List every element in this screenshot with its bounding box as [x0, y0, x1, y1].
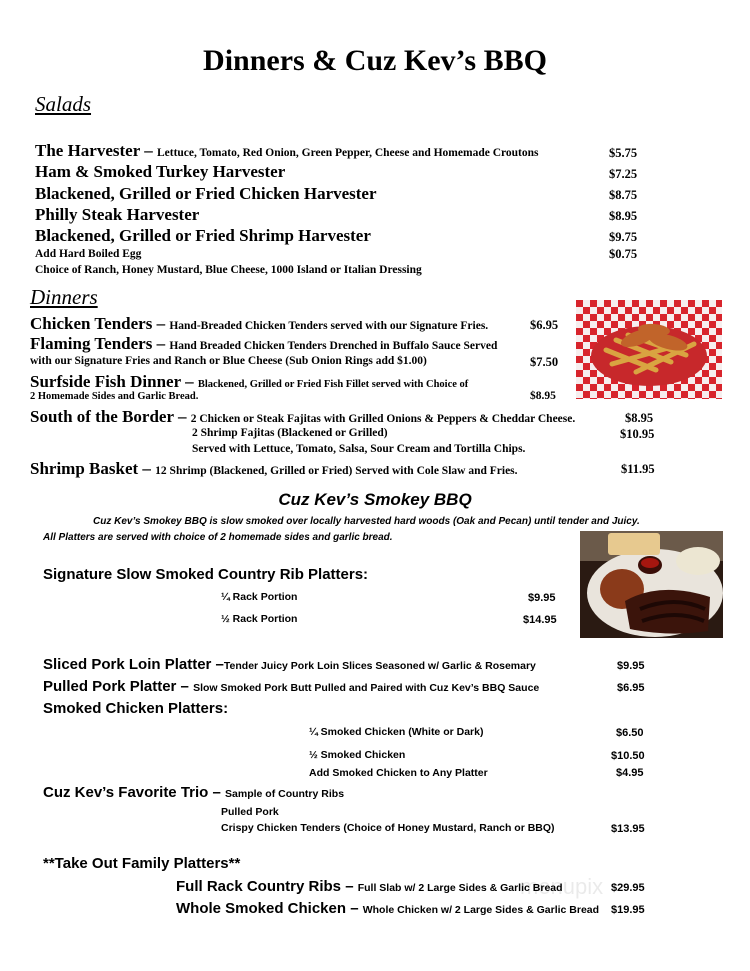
- salad-item-chicken: Blackened, Grilled or Fried Chicken Harvester: [35, 184, 377, 203]
- bbq-item-pork-loin: [43, 656, 536, 674]
- item-desc: Lettuce, Tomato, Red Onion, Green Pepper, Cheese and Homemade Croutons: [156, 147, 539, 159]
- price: $9.95: [617, 660, 645, 672]
- trio-line-pulled-pork: Pulled Pork: [221, 806, 279, 818]
- bbq-heading: Cuz Kev’s Smokey BBQ: [278, 490, 472, 509]
- family-item-whole-chicken: [176, 900, 599, 918]
- menu-title: Dinners & Cuz Kev’s BBQ: [203, 44, 547, 77]
- chicken-half-label: ½ Smoked Chicken: [309, 749, 406, 761]
- item-name: Whole Smoked Chicken: [176, 900, 347, 917]
- item-desc: Hand-Breaded Chicken Tenders served with our Signature Fries.: [169, 320, 489, 332]
- salad-dressing-choice: Choice of Ranch, Honey Mustard, Blue Cheese, 1000 Island or Italian Dressing: [35, 264, 422, 276]
- item-desc: Blackened, Grilled or Fried Fish Fillet served with Choice of: [197, 379, 469, 390]
- price: $6.95: [530, 318, 559, 332]
- item-name: Full Rack Country Ribs: [176, 878, 342, 895]
- item-name: Flaming Tenders: [30, 334, 153, 353]
- salad-item-harvester: [35, 141, 539, 161]
- item-name: Shrimp Basket: [30, 459, 139, 478]
- chicken-tenders-photo-image: [576, 300, 722, 399]
- item-desc: Hand Breaded Chicken Tenders Drenched in Buffalo Sauce Served: [169, 340, 498, 352]
- price: $10.95: [620, 427, 655, 441]
- chicken-addon-label: Add Smoked Chicken to Any Platter: [309, 767, 488, 779]
- price: $7.25: [609, 167, 638, 181]
- price: $6.95: [617, 682, 645, 694]
- dinner-item-chicken-tenders: [30, 314, 488, 334]
- salad-item-philly: Philly Steak Harvester: [35, 205, 200, 224]
- price: $6.50: [616, 727, 644, 739]
- price: $8.95: [530, 390, 556, 402]
- price: $8.95: [609, 209, 638, 223]
- chicken-tenders-photo: [576, 300, 722, 399]
- item-desc-line2: 2 Shrimp Fajitas (Blackened or Grilled): [192, 427, 388, 439]
- price: $13.95: [611, 823, 645, 835]
- item-desc-line2: with our Signature Fries and Ranch or Blue Cheese (Sub Onion Rings add $1.00): [30, 355, 427, 367]
- bbq-ribs-photo-image: [580, 531, 723, 638]
- item-dash: –: [176, 678, 194, 695]
- family-item-full-rack: [176, 878, 563, 896]
- price: $5.75: [609, 146, 638, 160]
- item-desc: 12 Shrimp (Blackened, Grilled or Fried) Served with Cole Slaw and Fries.: [155, 465, 518, 477]
- bbq-rib-platters-heading: Signature Slow Smoked Country Rib Platters:: [43, 566, 369, 583]
- item-name: Pulled Pork Platter: [43, 678, 177, 695]
- price: $8.95: [625, 411, 654, 425]
- rib-half-label: ½ Rack Portion: [221, 613, 298, 625]
- dinners-heading: Dinners: [30, 285, 98, 309]
- item-dash: –: [173, 407, 191, 426]
- menupix-watermark: menupix: [520, 874, 604, 899]
- family-platters-heading: **Take Out Family Platters**: [43, 855, 241, 872]
- salad-item-shrimp: Blackened, Grilled or Fried Shrimp Harvester: [35, 226, 371, 245]
- bbq-ribs-photo: [580, 531, 723, 638]
- item-name: Sliced Pork Loin Platter –: [43, 656, 224, 673]
- price: $9.95: [528, 592, 556, 604]
- item-desc: Slow Smoked Pork Butt Pulled and Paired with Cuz Kev’s BBQ Sauce: [193, 682, 540, 694]
- bbq-smoked-chicken-heading: Smoked Chicken Platters:: [43, 700, 229, 717]
- item-dash: –: [208, 784, 226, 801]
- item-name: South of the Border: [30, 407, 174, 426]
- item-name: Chicken Tenders: [30, 314, 153, 333]
- item-desc: Whole Chicken w/ 2 Large Sides & Garlic Bread: [362, 904, 600, 916]
- bbq-item-pulled-pork: [43, 678, 539, 696]
- item-desc: 2 Chicken or Steak Fajitas with Grilled Onions & Peppers & Cheddar Cheese.: [190, 413, 576, 425]
- bbq-intro-line2: All Platters are served with choice of 2 homemade sides and garlic bread.: [43, 532, 393, 543]
- bbq-item-favorite-trio: [43, 784, 344, 802]
- item-desc: Sample of Country Ribs: [225, 788, 345, 800]
- dinner-item-fish: [30, 372, 468, 392]
- dinner-item-shrimp-basket: [30, 459, 518, 479]
- item-desc-line2: 2 Homemade Sides and Garlic Bread.: [30, 391, 199, 402]
- price: $10.50: [611, 750, 645, 762]
- item-dash: –: [139, 141, 157, 160]
- salad-addon-egg: Add Hard Boiled Egg: [35, 248, 142, 260]
- price: $9.75: [609, 230, 638, 244]
- dinner-item-flaming-tenders: [30, 334, 497, 354]
- salads-heading: Salads: [35, 92, 92, 116]
- item-dash: –: [341, 878, 358, 895]
- price: $4.95: [616, 767, 644, 779]
- item-dash: –: [152, 334, 170, 353]
- item-dash: –: [138, 459, 156, 478]
- price: $19.95: [611, 904, 645, 916]
- trio-line-tenders: Crispy Chicken Tenders (Choice of Honey Mustard, Ranch or BBQ): [221, 822, 555, 834]
- item-dash: –: [180, 372, 198, 391]
- item-name: Cuz Kev’s Favorite Trio: [43, 784, 209, 801]
- price: $0.75: [609, 247, 638, 261]
- item-desc: Tender Juicy Pork Loin Slices Seasoned w/ Garlic & Rosemary: [223, 660, 536, 672]
- item-name: The Harvester: [35, 141, 140, 160]
- chicken-quarter-label: ¼ Smoked Chicken (White or Dark): [309, 726, 484, 738]
- bbq-intro-line1: Cuz Kev’s Smokey BBQ is slow smoked over locally harvested hard woods (Oak and Pecan) until tender and Juicy.: [93, 516, 640, 527]
- item-dash: –: [346, 900, 363, 917]
- item-dash: –: [152, 314, 170, 333]
- rib-quarter-label: ¼ Rack Portion: [221, 591, 298, 603]
- price: $29.95: [611, 882, 645, 894]
- salad-item-ham-turkey: Ham & Smoked Turkey Harvester: [35, 162, 286, 181]
- dinner-item-south-border: [30, 407, 575, 427]
- price: $11.95: [621, 462, 655, 476]
- price: $14.95: [523, 614, 557, 626]
- price: $8.75: [609, 188, 638, 202]
- item-desc-line3: Served with Lettuce, Tomato, Salsa, Sour Cream and Tortilla Chips.: [192, 443, 526, 455]
- item-name: Surfside Fish Dinner: [30, 372, 181, 391]
- item-desc: Full Slab w/ 2 Large Sides & Garlic Bread: [357, 882, 563, 894]
- price: $7.50: [530, 355, 559, 369]
